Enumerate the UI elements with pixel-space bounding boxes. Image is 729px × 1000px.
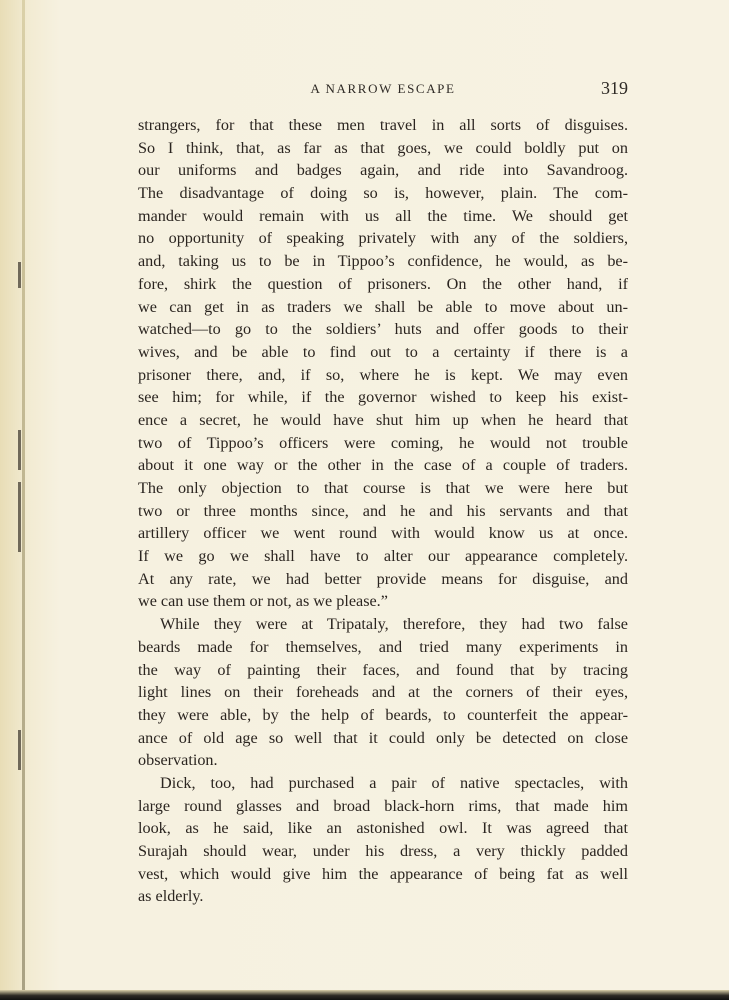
page-gutter-shadow bbox=[22, 0, 25, 1000]
text-line: we can get in as traders we shall be able to move about un- bbox=[138, 297, 628, 316]
text-line: light lines on their foreheads and at the corners of their eyes, bbox=[138, 683, 628, 702]
gutter-mark bbox=[18, 430, 21, 470]
text-line: ance of old age so well that it could only be detected on close bbox=[138, 728, 628, 747]
body-text bbox=[138, 114, 628, 908]
text-line: At any rate, we had better provide means for disguise, and bbox=[138, 569, 628, 588]
text-line: look, as he said, like an astonished owl. It was agreed that bbox=[138, 819, 628, 838]
text-line: So I think, that, as far as that goes, we could boldly put on bbox=[138, 138, 628, 157]
text-line: fore, shirk the question of prisoners. On the other hand, if bbox=[138, 274, 628, 293]
text-line: large round glasses and broad black-horn rims, that made him bbox=[138, 796, 628, 815]
text-line: Surajah should wear, under his dress, a very thickly padded bbox=[138, 842, 628, 860]
text-line: our uniforms and badges again, and ride into Savandroog. bbox=[138, 161, 628, 180]
text-line: strangers, for that these men travel in all sorts of disguises. bbox=[138, 116, 628, 134]
page-bottom-edge bbox=[0, 990, 729, 1000]
text-line: two of Tippoo’s officers were coming, he would not trouble bbox=[138, 433, 628, 452]
text-line: wives, and be able to find out to a certainty if there is a bbox=[138, 342, 628, 361]
text-line: two or three months since, and he and his servants and that bbox=[138, 501, 628, 520]
text-line: ence a secret, he would have shut him up when he heard that bbox=[138, 410, 628, 429]
text-line: observation. bbox=[138, 751, 218, 770]
text-line: If we go we shall have to alter our appearance completely. bbox=[138, 547, 628, 566]
text-line: see him; for while, if the governor wished to keep his exist- bbox=[138, 388, 628, 407]
gutter-mark bbox=[18, 730, 21, 770]
text-line: prisoner there, and, if so, where he is kept. We may even bbox=[138, 365, 628, 384]
running-head bbox=[138, 78, 628, 102]
text-line: the way of painting their faces, and found that by tracing bbox=[138, 660, 628, 679]
text-line: Dick, too, had purchased a pair of native spectacles, with bbox=[160, 773, 628, 792]
text-line: and, taking us to be in Tippoo’s confidence, he would, as be- bbox=[138, 252, 628, 271]
text-line: The disadvantage of doing so is, however, plain. The com- bbox=[138, 184, 628, 203]
text-line: beards made for themselves, and tried many experiments in bbox=[138, 637, 628, 656]
text-line: While they were at Tripataly, therefore, they had two false bbox=[160, 615, 628, 634]
gutter-mark bbox=[18, 262, 21, 288]
text-line: vest, which would give him the appearance of being fat as well bbox=[138, 864, 628, 883]
text-line: mander would remain with us all the time. We should get bbox=[138, 206, 628, 225]
gutter-mark bbox=[18, 482, 21, 552]
text-line: as elderly. bbox=[138, 887, 204, 906]
page-number: 319 bbox=[601, 78, 628, 98]
running-title: A NARROW ESCAPE bbox=[310, 81, 456, 96]
text-line: artillery officer we went round with would know us at once. bbox=[138, 524, 628, 543]
text-line: they were able, by the help of beards, to counterfeit the appear- bbox=[138, 705, 628, 724]
text-line: we can use them or not, as we please.” bbox=[138, 592, 388, 611]
text-line: The only objection to that course is that we were here but bbox=[138, 479, 628, 497]
text-line: no opportunity of speaking privately with any of the soldiers, bbox=[138, 229, 628, 248]
text-line: watched—to go to the soldiers’ huts and offer goods to their bbox=[138, 320, 628, 339]
text-line: about it one way or the other in the case of a couple of traders. bbox=[138, 456, 628, 475]
